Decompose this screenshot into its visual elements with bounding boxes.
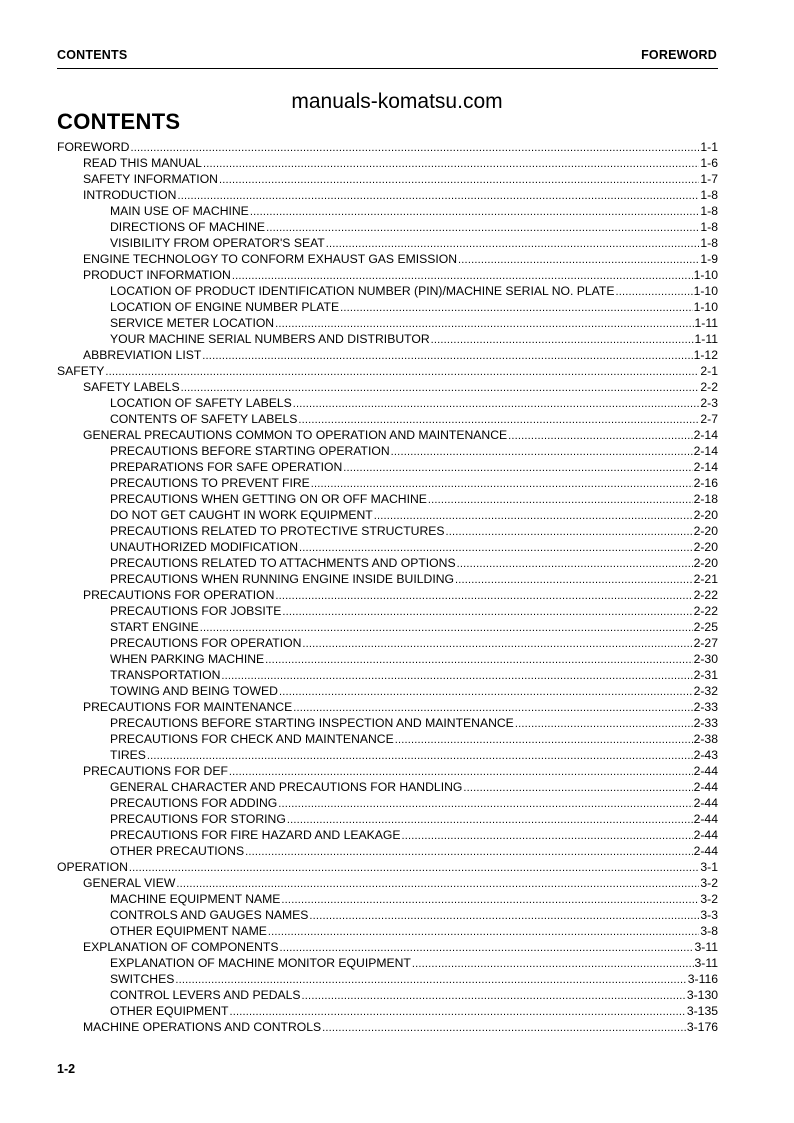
toc-entry-label: PRECAUTIONS FOR FIRE HAZARD AND LEAKAGE: [110, 828, 401, 842]
toc-entry-label: VISIBILITY FROM OPERATOR'S SEAT: [110, 236, 325, 250]
toc-entry[interactable]: [57, 987, 718, 1003]
toc-entry[interactable]: [57, 523, 718, 539]
toc-entry[interactable]: [57, 747, 718, 763]
toc-leader-dots: [293, 699, 692, 716]
toc-entry[interactable]: [57, 283, 718, 299]
toc-entry-page: 2-44: [693, 844, 718, 858]
toc-entry[interactable]: [57, 555, 718, 571]
toc-entry-page: 1-6: [700, 156, 718, 170]
toc-entry-page: 3-11: [694, 956, 718, 970]
toc-entry-page: 1-11: [694, 316, 718, 330]
toc-entry-label: EXPLANATION OF COMPONENTS: [83, 940, 279, 954]
toc-entry-label: SAFETY INFORMATION: [83, 172, 218, 186]
toc-entry-label: DIRECTIONS OF MACHINE: [110, 220, 266, 234]
toc-entry-label: EXPLANATION OF MACHINE MONITOR EQUIPMENT: [110, 956, 411, 970]
toc-leader-dots: [202, 347, 692, 364]
toc-entry[interactable]: [57, 507, 718, 523]
toc-entry-label: SAFETY LABELS: [83, 380, 180, 394]
toc-entry[interactable]: [57, 923, 718, 939]
toc-entry[interactable]: [57, 267, 718, 283]
toc-leader-dots: [282, 603, 692, 620]
toc-entry[interactable]: [57, 635, 718, 651]
toc-entry-label: GENERAL VIEW: [83, 876, 176, 890]
toc-leader-dots: [299, 539, 693, 556]
toc-entry[interactable]: [57, 459, 718, 475]
toc-entry-label: PRECAUTIONS FOR OPERATION: [83, 588, 275, 602]
toc-entry[interactable]: [57, 939, 718, 955]
toc-leader-dots: [230, 1003, 686, 1020]
toc-entry-page: 1-8: [700, 204, 718, 218]
toc-entry-page: 1-9: [700, 252, 718, 266]
toc-entry[interactable]: [57, 539, 718, 555]
toc-entry[interactable]: [57, 331, 718, 347]
toc-entry-page: 1-1: [700, 140, 718, 154]
toc-entry[interactable]: [57, 795, 718, 811]
toc-entry[interactable]: [57, 891, 718, 907]
toc-entry-page: 3-176: [686, 1020, 718, 1034]
toc-leader-dots: [457, 555, 693, 572]
toc-leader-dots: [287, 811, 693, 828]
toc-entry-page: 2-18: [693, 492, 718, 506]
toc-entry-label: PRECAUTIONS FOR JOBSITE: [110, 604, 282, 618]
toc-entry-label: PRECAUTIONS FOR CHECK AND MAINTENANCE: [110, 732, 394, 746]
toc-entry-label: TOWING AND BEING TOWED: [110, 684, 278, 698]
toc-leader-dots: [302, 987, 686, 1004]
toc-entry[interactable]: [57, 875, 718, 891]
toc-entry[interactable]: [57, 651, 718, 667]
toc-entry[interactable]: [57, 251, 718, 267]
toc-entry-label: DO NOT GET CAUGHT IN WORK EQUIPMENT: [110, 508, 373, 522]
toc-leader-dots: [311, 475, 693, 492]
toc-leader-dots: [463, 779, 692, 796]
toc-entry-page: 2-16: [693, 476, 718, 490]
toc-entry-label: MACHINE EQUIPMENT NAME: [110, 892, 281, 906]
toc-entry[interactable]: [57, 971, 718, 987]
table-of-contents: [57, 139, 718, 1035]
toc-entry-page: 1-10: [693, 284, 718, 298]
toc-entry-page: 2-33: [693, 700, 718, 714]
toc-entry-label: FOREWORD: [57, 140, 130, 154]
toc-entry-label: PRECAUTIONS RELATED TO PROTECTIVE STRUCTURES: [110, 524, 445, 538]
toc-entry-page: 3-1: [700, 860, 718, 874]
toc-entry-label: MAIN USE OF MACHINE: [110, 204, 249, 218]
toc-entry-label: PRECAUTIONS FOR MAINTENANCE: [83, 700, 293, 714]
toc-entry-label: LOCATION OF ENGINE NUMBER PLATE: [110, 300, 340, 314]
toc-entry-label: TIRES: [110, 748, 146, 762]
toc-entry[interactable]: [57, 155, 718, 171]
toc-entry[interactable]: [57, 171, 718, 187]
toc-entry-label: START ENGINE: [110, 620, 199, 634]
header-chapter-label: FOREWORD: [641, 48, 717, 62]
toc-entry[interactable]: [57, 411, 718, 427]
toc-entry-page: 3-135: [686, 1004, 718, 1018]
toc-entry-page: 2-21: [693, 572, 718, 586]
toc-entry-label: INTRODUCTION: [83, 188, 177, 202]
toc-entry[interactable]: [57, 779, 718, 795]
toc-entry-page: 2-44: [693, 780, 718, 794]
toc-entry-label: SAFETY: [57, 364, 105, 378]
toc-leader-dots: [275, 587, 692, 604]
toc-entry[interactable]: [57, 363, 718, 379]
toc-entry-label: PRECAUTIONS FOR OPERATION: [110, 636, 302, 650]
toc-entry-label: PRECAUTIONS FOR DEF: [83, 764, 228, 778]
toc-entry[interactable]: [57, 315, 718, 331]
toc-entry[interactable]: [57, 347, 718, 363]
toc-entry-label: SWITCHES: [110, 972, 175, 986]
toc-entry[interactable]: [57, 619, 718, 635]
toc-entry-page: 1-8: [700, 220, 718, 234]
toc-entry-page: 1-12: [693, 348, 718, 362]
toc-leader-dots: [130, 139, 699, 156]
toc-leader-dots: [395, 731, 693, 748]
toc-leader-dots: [508, 427, 692, 444]
toc-leader-dots: [229, 763, 693, 780]
toc-leader-dots: [175, 971, 686, 988]
toc-entry-page: 1-7: [700, 172, 718, 186]
toc-entry[interactable]: [57, 571, 718, 587]
toc-entry[interactable]: [57, 827, 718, 843]
toc-entry-page: 2-44: [693, 764, 718, 778]
toc-entry-page: 2-30: [693, 652, 718, 666]
toc-leader-dots: [181, 379, 700, 396]
toc-entry[interactable]: [57, 763, 718, 779]
toc-leader-dots: [176, 875, 699, 892]
toc-leader-dots: [428, 491, 693, 508]
toc-leader-dots: [326, 235, 700, 252]
toc-entry-page: 1-8: [700, 188, 718, 202]
toc-entry-label: OPERATION: [57, 860, 128, 874]
toc-entry[interactable]: [57, 395, 718, 411]
toc-entry[interactable]: [57, 475, 718, 491]
toc-entry[interactable]: [57, 667, 718, 683]
toc-leader-dots: [515, 715, 693, 732]
toc-leader-dots: [279, 683, 693, 700]
toc-entry[interactable]: [57, 187, 718, 203]
toc-entry-page: 2-44: [693, 796, 718, 810]
toc-entry-page: 1-10: [693, 300, 718, 314]
toc-leader-dots: [340, 299, 692, 316]
toc-entry-page: 2-25: [693, 620, 718, 634]
toc-entry-label: GENERAL CHARACTER AND PRECAUTIONS FOR HANDLING: [110, 780, 463, 794]
toc-entry-page: 2-22: [693, 604, 718, 618]
toc-entry-page: 1-10: [693, 268, 718, 282]
toc-entry[interactable]: [57, 843, 718, 859]
toc-entry-label: PRECAUTIONS TO PREVENT FIRE: [110, 476, 310, 490]
toc-entry-label: PRECAUTIONS FOR STORING: [110, 812, 286, 826]
toc-leader-dots: [455, 571, 693, 588]
toc-entry-page: 2-20: [693, 556, 718, 570]
toc-entry-page: 2-1: [700, 364, 718, 378]
toc-leader-dots: [458, 251, 699, 268]
toc-entry-label: LOCATION OF PRODUCT IDENTIFICATION NUMBER (PIN)/MACHINE SERIAL NO. PLATE: [110, 284, 615, 298]
toc-entry-label: PRECAUTIONS RELATED TO ATTACHMENTS AND OPTIONS: [110, 556, 456, 570]
toc-entry-label: PRECAUTIONS WHEN RUNNING ENGINE INSIDE BUILDING: [110, 572, 454, 586]
toc-entry-label: OTHER EQUIPMENT NAME: [110, 924, 267, 938]
toc-entry[interactable]: [57, 299, 718, 315]
toc-leader-dots: [250, 203, 700, 220]
toc-entry[interactable]: [57, 907, 718, 923]
toc-leader-dots: [309, 907, 699, 924]
toc-leader-dots: [203, 155, 699, 172]
toc-entry-label: OTHER EQUIPMENT: [110, 1004, 229, 1018]
toc-leader-dots: [147, 747, 693, 764]
toc-entry-label: PRECAUTIONS WHEN GETTING ON OR OFF MACHINE: [110, 492, 427, 506]
toc-entry-label: READ THIS MANUAL: [83, 156, 202, 170]
toc-entry-page: 2-20: [693, 524, 718, 538]
toc-entry-label: ENGINE TECHNOLOGY TO CONFORM EXHAUST GAS EMISSION: [83, 252, 458, 266]
toc-entry[interactable]: [57, 1019, 718, 1035]
toc-leader-dots: [266, 219, 699, 236]
toc-entry[interactable]: [57, 1003, 718, 1019]
toc-entry-page: 3-11: [694, 940, 718, 954]
toc-entry-label: WHEN PARKING MACHINE: [110, 652, 265, 666]
toc-leader-dots: [219, 171, 699, 188]
toc-entry-label: PRODUCT INFORMATION: [83, 268, 231, 282]
toc-leader-dots: [129, 859, 700, 876]
toc-entry-page: 3-8: [700, 924, 718, 938]
toc-leader-dots: [281, 891, 699, 908]
toc-leader-dots: [245, 843, 693, 860]
toc-leader-dots: [232, 267, 693, 284]
toc-leader-dots: [268, 923, 700, 940]
toc-entry-page: 2-43: [693, 748, 718, 762]
toc-leader-dots: [615, 283, 692, 300]
toc-entry-label: ABBREVIATION LIST: [83, 348, 202, 362]
toc-entry[interactable]: [57, 491, 718, 507]
toc-entry-page: 2-22: [693, 588, 718, 602]
toc-leader-dots: [374, 507, 693, 524]
toc-leader-dots: [302, 635, 692, 652]
toc-entry-label: CONTROL LEVERS AND PEDALS: [110, 988, 301, 1002]
toc-entry-page: 2-20: [693, 508, 718, 522]
toc-entry-page: 3-130: [686, 988, 718, 1002]
toc-entry-label: SERVICE METER LOCATION: [110, 316, 275, 330]
toc-leader-dots: [446, 523, 693, 540]
toc-entry-label: TRANSPORTATION: [110, 668, 221, 682]
toc-entry[interactable]: [57, 859, 718, 875]
toc-leader-dots: [298, 411, 699, 428]
toc-entry-label: PRECAUTIONS BEFORE STARTING OPERATION: [110, 444, 390, 458]
toc-entry-page: 2-38: [693, 732, 718, 746]
toc-entry[interactable]: [57, 203, 718, 219]
toc-entry[interactable]: [57, 731, 718, 747]
toc-entry-page: 2-20: [693, 540, 718, 554]
toc-entry-label: PREPARATIONS FOR SAFE OPERATION: [110, 460, 343, 474]
toc-entry-page: 3-3: [700, 908, 718, 922]
toc-entry-page: 3-116: [687, 972, 718, 986]
toc-entry-page: 2-14: [693, 444, 718, 458]
header-section-label: CONTENTS: [57, 48, 128, 62]
toc-entry-label: LOCATION OF SAFETY LABELS: [110, 396, 292, 410]
toc-entry-label: CONTROLS AND GAUGES NAMES: [110, 908, 309, 922]
toc-entry-label: MACHINE OPERATIONS AND CONTROLS: [83, 1020, 322, 1034]
toc-entry-page: 2-3: [700, 396, 718, 410]
toc-entry[interactable]: [57, 139, 718, 155]
toc-entry-page: 2-44: [693, 812, 718, 826]
toc-leader-dots: [293, 395, 700, 412]
page-title: CONTENTS: [57, 109, 181, 134]
toc-entry-page: 3-2: [700, 876, 718, 890]
toc-leader-dots: [278, 795, 692, 812]
toc-entry-label: OTHER PRECAUTIONS: [110, 844, 245, 858]
toc-entry-label: YOUR MACHINE SERIAL NUMBERS AND DISTRIBUTOR: [110, 332, 430, 346]
toc-entry-page: 1-8: [700, 236, 718, 250]
toc-entry-label: PRECAUTIONS FOR ADDING: [110, 796, 278, 810]
toc-entry-label: PRECAUTIONS BEFORE STARTING INSPECTION AND MAINTENANCE: [110, 716, 514, 730]
toc-entry-page: 2-2: [700, 380, 718, 394]
watermark-text: manuals-komatsu.com: [291, 90, 503, 113]
toc-leader-dots: [105, 363, 699, 380]
toc-entry-page: 2-33: [693, 716, 718, 730]
toc-entry-page: 2-44: [693, 828, 718, 842]
toc-leader-dots: [391, 443, 693, 460]
toc-entry-page: 2-31: [693, 668, 718, 682]
toc-entry[interactable]: [57, 811, 718, 827]
toc-entry[interactable]: [57, 715, 718, 731]
toc-leader-dots: [275, 315, 693, 332]
toc-leader-dots: [343, 459, 692, 476]
toc-leader-dots: [200, 619, 693, 636]
toc-entry-page: 1-11: [694, 332, 718, 346]
toc-entry[interactable]: [57, 699, 718, 715]
footer-page-number: 1-2: [57, 1062, 76, 1076]
toc-leader-dots: [431, 331, 694, 348]
toc-entry[interactable]: [57, 379, 718, 395]
toc-entry-page: 2-27: [693, 636, 718, 650]
toc-entry[interactable]: [57, 587, 718, 603]
toc-entry-label: CONTENTS OF SAFETY LABELS: [110, 412, 298, 426]
toc-entry[interactable]: [57, 683, 718, 699]
toc-entry-label: GENERAL PRECAUTIONS COMMON TO OPERATION AND MAINTENANCE: [83, 428, 508, 442]
toc-leader-dots: [265, 651, 692, 668]
toc-leader-dots: [279, 939, 693, 956]
toc-leader-dots: [177, 187, 699, 204]
toc-entry[interactable]: [57, 955, 718, 971]
toc-entry-page: 2-7: [700, 412, 718, 426]
toc-entry[interactable]: [57, 235, 718, 251]
toc-entry[interactable]: [57, 219, 718, 235]
toc-entry-page: 2-32: [693, 684, 718, 698]
toc-leader-dots: [221, 667, 692, 684]
toc-leader-dots: [322, 1019, 686, 1036]
toc-entry-page: 3-2: [700, 892, 718, 906]
toc-entry[interactable]: [57, 427, 718, 443]
toc-entry-page: 2-14: [693, 460, 718, 474]
toc-entry-page: 2-14: [693, 428, 718, 442]
header-divider: [57, 68, 718, 69]
toc-entry[interactable]: [57, 603, 718, 619]
toc-entry-label: UNAUTHORIZED MODIFICATION: [110, 540, 298, 554]
toc-leader-dots: [412, 955, 694, 972]
toc-leader-dots: [402, 827, 693, 844]
toc-entry[interactable]: [57, 443, 718, 459]
